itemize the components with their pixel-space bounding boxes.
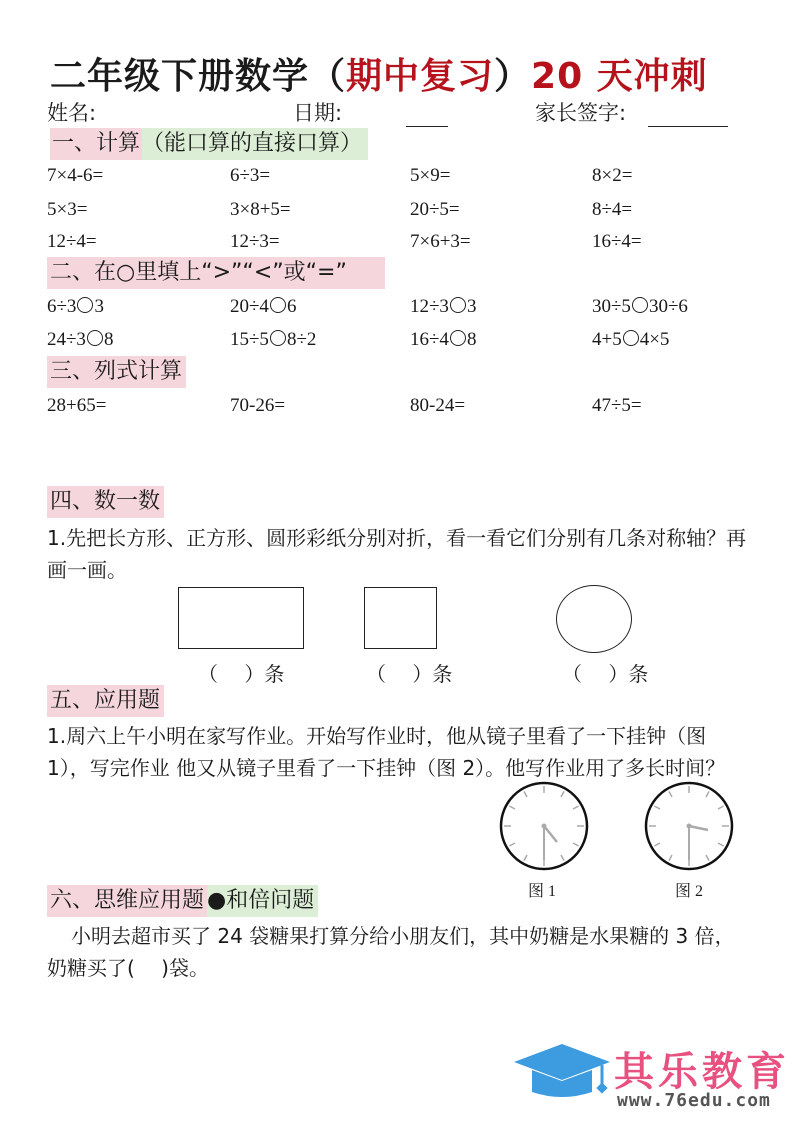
written-calc-item: 47÷5= <box>592 395 642 416</box>
written-calc-item: 28+65= <box>47 395 107 416</box>
rectangle-answer[interactable]: （ ）条 <box>198 662 285 686</box>
date-label: 日期: <box>293 101 343 125</box>
clock-2-icon <box>643 780 735 872</box>
parent-sign-label: 家长签字: <box>535 101 627 125</box>
calc-row <box>47 165 767 191</box>
clock-1-caption: 图 1 <box>528 883 557 900</box>
calc-item: 20÷5= <box>410 199 460 220</box>
parent-sign-blank[interactable] <box>648 126 728 127</box>
section4-heading: 四、数一数 <box>47 486 164 518</box>
compare-right: 8 <box>103 329 114 350</box>
parent-sign-field <box>535 97 728 127</box>
circle-answer[interactable]: （ ）条 <box>562 662 649 686</box>
compare-right: 4×5 <box>639 329 670 350</box>
compare-row <box>47 329 767 355</box>
calc-item: 12÷3= <box>230 231 280 252</box>
calc-item: 12÷4= <box>47 231 97 252</box>
name-field <box>47 97 96 127</box>
compare-left: 15÷5 <box>230 329 269 350</box>
section6-question: 小明去超市买了 24 袋糖果打算分给小朋友们，其中奶糖是水果糖的 3 倍，奶糖买了( )袋。 <box>47 924 735 980</box>
section3-heading: 三、列式计算 <box>47 356 186 388</box>
title-part-2: 期中复习 <box>346 56 495 97</box>
compare-row <box>47 296 767 322</box>
answer-circle[interactable] <box>77 297 93 313</box>
compare-left: 20÷4 <box>230 296 269 317</box>
section4-question: 1.先把长方形、正方形、圆形彩纸分别对折，看一看它们分别有几条对称轴？再画一画。 <box>47 526 747 582</box>
calc-item: 5×3= <box>47 199 88 220</box>
compare-left: 4+5 <box>592 329 622 350</box>
logo-brand-name: 其乐教育 <box>614 1049 790 1095</box>
circle-shape <box>556 585 632 653</box>
calc-item: 16÷4= <box>592 231 642 252</box>
calc-item: 5×9= <box>410 165 451 186</box>
written-calc-row <box>47 395 767 421</box>
compare-left: 12÷3 <box>410 296 449 317</box>
section6-heading-sub: ●和倍问题 <box>207 885 318 917</box>
compare-right: 8÷2 <box>286 329 317 350</box>
calc-item: 7×6+3= <box>410 231 471 252</box>
section1-heading-main: 一、计算 <box>50 128 142 160</box>
compare-right: 3 <box>466 296 477 317</box>
title-part-4: 20 天冲刺 <box>531 56 708 97</box>
answer-circle[interactable] <box>623 330 639 346</box>
clock-2-caption: 图 2 <box>675 883 704 900</box>
section1-heading <box>47 128 372 160</box>
calc-item: 3×8+5= <box>230 199 291 220</box>
answer-circle[interactable] <box>87 330 103 346</box>
square-shape <box>364 587 437 649</box>
compare-left: 24÷3 <box>47 329 86 350</box>
compare-left: 30÷5 <box>592 296 631 317</box>
calc-item: 6÷3= <box>230 165 271 186</box>
compare-left: 6÷3 <box>47 296 77 317</box>
graduation-cap-icon <box>510 1040 610 1100</box>
worksheet-title <box>50 48 708 99</box>
rectangle-shape <box>178 587 304 649</box>
answer-circle[interactable] <box>270 330 286 346</box>
answer-circle[interactable] <box>632 297 648 313</box>
name-label: 姓名: <box>47 101 97 125</box>
section6-heading-main: 六、思维应用题 <box>47 885 207 917</box>
section2-heading: 二、在○里填上“>”“<”或“=” <box>47 257 385 289</box>
written-calc-item: 80-24= <box>410 395 466 416</box>
clock-1-icon <box>498 780 590 872</box>
compare-right: 30÷6 <box>648 296 688 317</box>
logo-url[interactable]: www.76edu.com <box>617 1090 771 1111</box>
title-part-3: ） <box>494 56 532 97</box>
compare-left: 16÷4 <box>410 329 449 350</box>
date-field <box>293 97 448 127</box>
written-calc-item: 70-26= <box>230 395 286 416</box>
calc-item: 8÷4= <box>592 199 633 220</box>
compare-right: 6 <box>286 296 297 317</box>
answer-circle[interactable] <box>450 297 466 313</box>
answer-circle[interactable] <box>270 297 286 313</box>
title-part-1: 二年级下册数学（ <box>50 56 347 97</box>
section5-heading: 五、应用题 <box>47 685 164 717</box>
calc-item: 8×2= <box>592 165 633 186</box>
answer-circle[interactable] <box>450 330 466 346</box>
calc-item: 7×4-6= <box>47 165 104 186</box>
section5-question: 1.周六上午小明在家写作业。开始写作业时，他从镜子里看了一下挂钟（图 1），写完作业 他又从镜子里看了一下挂钟（图 2）。他写作业用了多长时间？ <box>47 724 726 780</box>
calc-row <box>47 199 767 225</box>
square-answer[interactable]: （ ）条 <box>366 662 453 686</box>
section6-heading <box>47 885 318 917</box>
section1-heading-sub: （能口算的直接口算） <box>142 128 368 160</box>
calc-row <box>47 231 767 257</box>
compare-right: 8 <box>466 329 477 350</box>
compare-right: 3 <box>94 296 104 317</box>
date-blank[interactable] <box>406 126 448 127</box>
